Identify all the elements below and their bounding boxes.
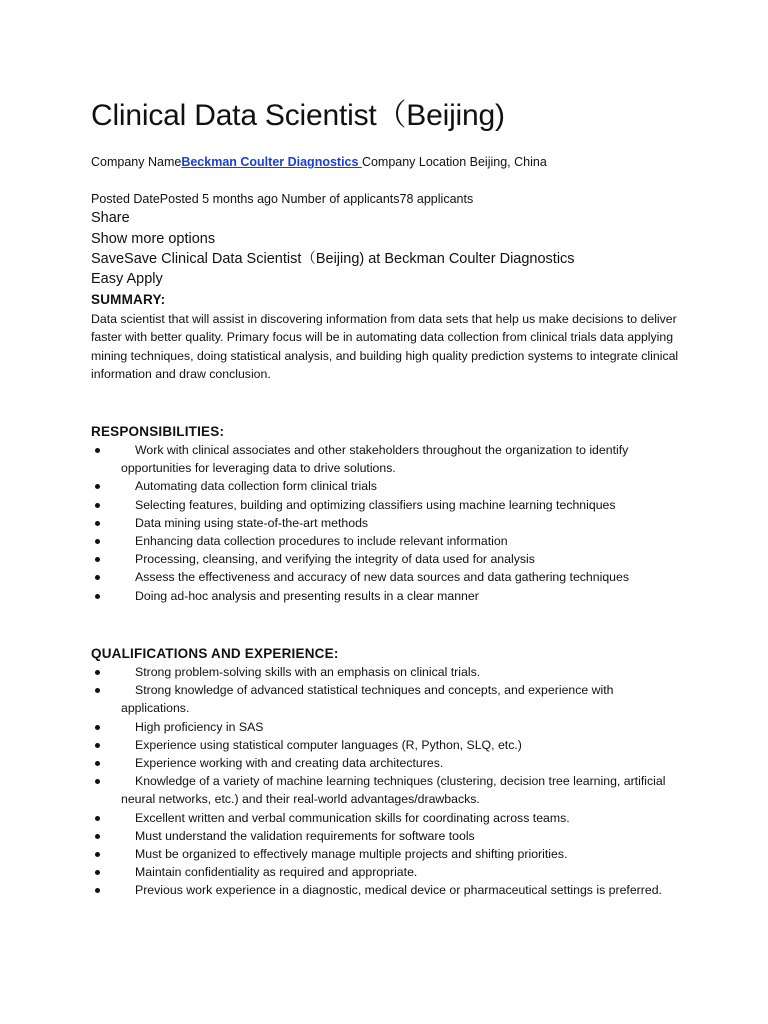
list-item-text: Must be organized to effectively manage multiple projects and shifting priorities. [135,847,568,862]
list-item-text: Previous work experience in a diagnostic, medical device or pharmaceutical settings is preferred. [135,883,662,898]
bullet-icon [95,743,100,748]
share-link[interactable]: Share [91,210,130,226]
list-item [91,863,683,881]
list-item [91,514,683,532]
list-item [91,587,683,605]
list-item-text: Enhancing data collection procedures to include relevant information [135,534,508,549]
applicants-count: 78 applicants [399,192,474,206]
bullet-icon [95,688,100,693]
list-item-text: Doing ad-hoc analysis and presenting results in a clear manner [135,588,479,603]
list-item-text: Experience using statistical computer languages (R, Python, SLQ, etc.) [135,737,522,752]
list-item-text: High proficiency in SAS [135,719,264,734]
show-more-options-link[interactable]: Show more options [91,231,216,247]
list-item [91,550,683,568]
posted-date-label: Posted Date [91,192,160,206]
list-item-text: Automating data collection form clinical trials [135,479,377,494]
bullet-icon [95,557,100,562]
list-item [91,827,683,845]
list-item-text: Maintain confidentiality as required and appropriate. [135,865,418,880]
list-item [91,754,683,772]
list-item-text: Strong knowledge of advanced statistical techniques and concepts, and experience with applications. [121,683,614,716]
bullet-icon [95,852,100,857]
bullet-icon [95,594,100,599]
bullet-icon [95,575,100,580]
bullet-icon [95,725,100,730]
applicants-label: Number of applicants [277,192,400,206]
summary-heading: SUMMARY: [91,292,166,307]
company-line [91,153,547,171]
list-item-text: Work with clinical associates and other stakeholders throughout the organization to identify opportunities for leveraging data to drive solutions. [121,443,629,476]
easy-apply-link[interactable]: Easy Apply [91,271,163,287]
list-item [91,496,683,514]
list-item-text: Knowledge of a variety of machine learning techniques (clustering, decision tree learning, artificial neural networks, etc.) and their real-world advantages/drawbacks. [121,774,666,807]
posted-date-value: Posted 5 months ago [159,192,278,206]
bullet-icon [95,484,100,489]
bullet-icon [95,870,100,875]
bullet-icon [95,539,100,544]
list-item-text: Must understand the validation requirements for software tools [135,828,475,843]
bullet-icon [95,521,100,526]
company-location-label: Company Location [361,155,467,169]
list-item-text: Processing, cleansing, and verifying the integrity of data used for analysis [135,552,535,567]
list-item [91,809,683,827]
list-item [91,441,683,477]
list-item [91,772,683,808]
bullet-icon [95,448,100,453]
qualifications-heading: QUALIFICATIONS AND EXPERIENCE: [91,646,339,661]
responsibilities-list [91,441,683,605]
company-name-label: Company Name [91,155,182,169]
list-item [91,568,683,586]
bullet-icon [95,779,100,784]
bullet-icon [95,834,100,839]
qualifications-list [91,663,683,900]
list-item-text: Selecting features, building and optimizing classifiers using machine learning techniques [135,497,616,512]
list-item [91,845,683,863]
list-item [91,681,683,717]
list-item [91,881,683,899]
save-job-link[interactable]: SaveSave Clinical Data Scientist（Beijing) at Beckman Coulter Diagnostics [91,251,575,267]
list-item-text: Assess the effectiveness and accuracy of new data sources and data gathering techniques [135,570,630,585]
list-item-text: Strong problem-solving skills with an emphasis on clinical trials. [135,665,481,679]
list-item-text: Experience working with and creating data architectures. [135,756,444,771]
bullet-icon [95,503,100,508]
list-item [91,477,683,495]
bullet-icon [95,670,100,675]
summary-text: Data scientist that will assist in discovering information from data sets that help us make decisions to deliver faster with better quality. Primary focus will be in automating data collection from clinical trials data applying mining techniques, doing statistical analysis, and building high quality prediction systems to integrate clinical information and draw conclusion. [91,312,679,382]
company-location: Beijing, China [466,155,547,169]
bullet-icon [95,761,100,766]
list-item-text: Excellent written and verbal communication skills for coordinating across teams. [135,810,570,825]
list-item [91,736,683,754]
company-name-link[interactable]: Beckman Coulter Diagnostics [181,155,362,169]
responsibilities-heading: RESPONSIBILITIES: [91,424,225,439]
list-item [91,532,683,550]
list-item [91,663,683,681]
bullet-icon [95,888,100,893]
posted-line [91,190,473,208]
list-item [91,718,683,736]
bullet-icon [95,816,100,821]
list-item-text: Data mining using state-of-the-art methods [135,515,369,530]
page-title: Clinical Data Scientist（Beijing) [91,99,505,132]
